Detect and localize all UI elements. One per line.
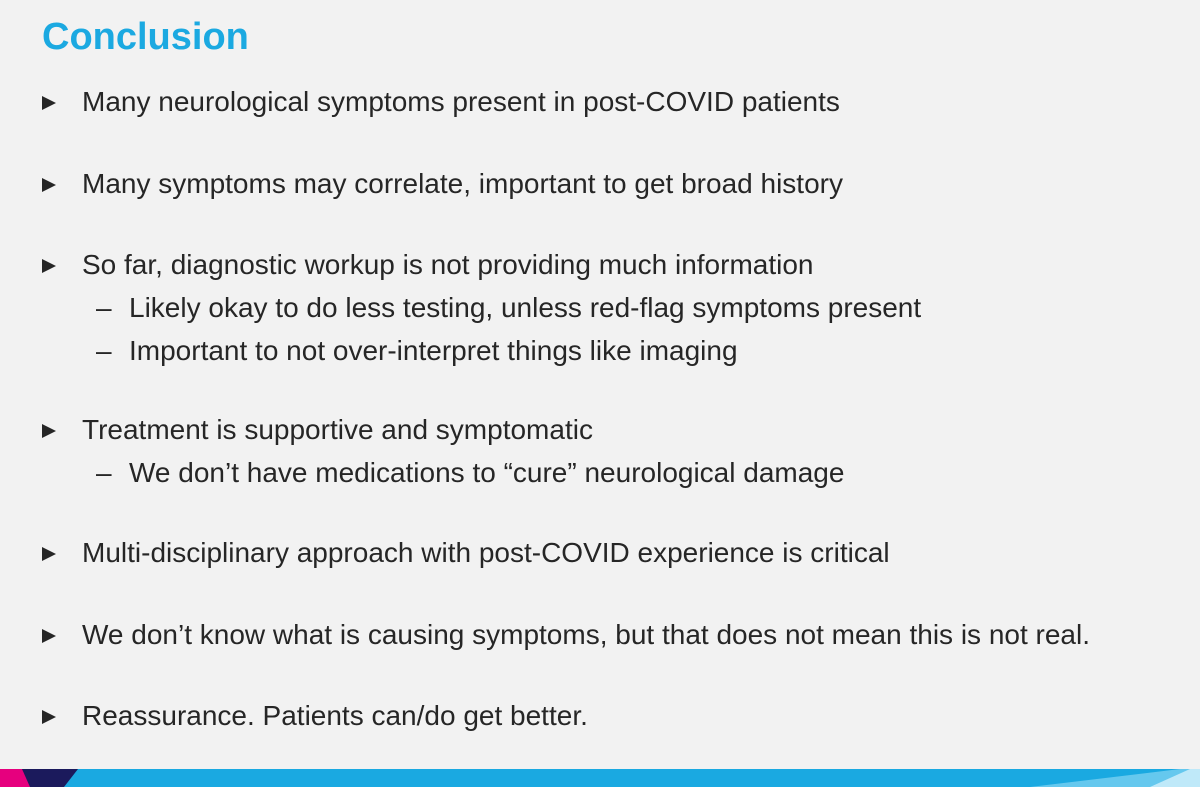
bullet-text: Treatment is supportive and symptomatic [82, 414, 593, 445]
bullet-text: Many symptoms may correlate, important to get broad history [82, 168, 843, 199]
triangle-bullet-icon [42, 710, 56, 724]
triangle-bullet-icon [42, 178, 56, 192]
triangle-bullet-icon [42, 96, 56, 110]
triangle-bullet-icon [42, 424, 56, 438]
sub-bullet-text: We don’t have medications to “cure” neurological damage [129, 457, 845, 488]
dash-marker: – [96, 457, 112, 488]
triangle-bullet-icon [42, 629, 56, 643]
footer-blue-bar [0, 769, 1200, 787]
bullet-text: We don’t know what is causing symptoms, but that does not mean this is not real. [82, 619, 1090, 650]
dash-marker: – [96, 335, 112, 366]
sub-bullet-text: Important to not over-interpret things like imaging [129, 335, 738, 366]
bullet-text: Multi-disciplinary approach with post-COVID experience is critical [82, 537, 890, 568]
triangle-bullet-icon [42, 547, 56, 561]
slide-title: Conclusion [42, 16, 249, 58]
footer-band [0, 769, 1200, 787]
bullet-text: Many neurological symptoms present in post-COVID patients [82, 86, 840, 117]
bullet-text: So far, diagnostic workup is not providing much information [82, 249, 814, 280]
sub-bullet-text: Likely okay to do less testing, unless red-flag symptoms present [129, 292, 922, 323]
bullet-text: Reassurance. Patients can/do get better. [82, 700, 588, 731]
dash-marker: – [96, 292, 112, 323]
triangle-bullet-icon [42, 259, 56, 273]
